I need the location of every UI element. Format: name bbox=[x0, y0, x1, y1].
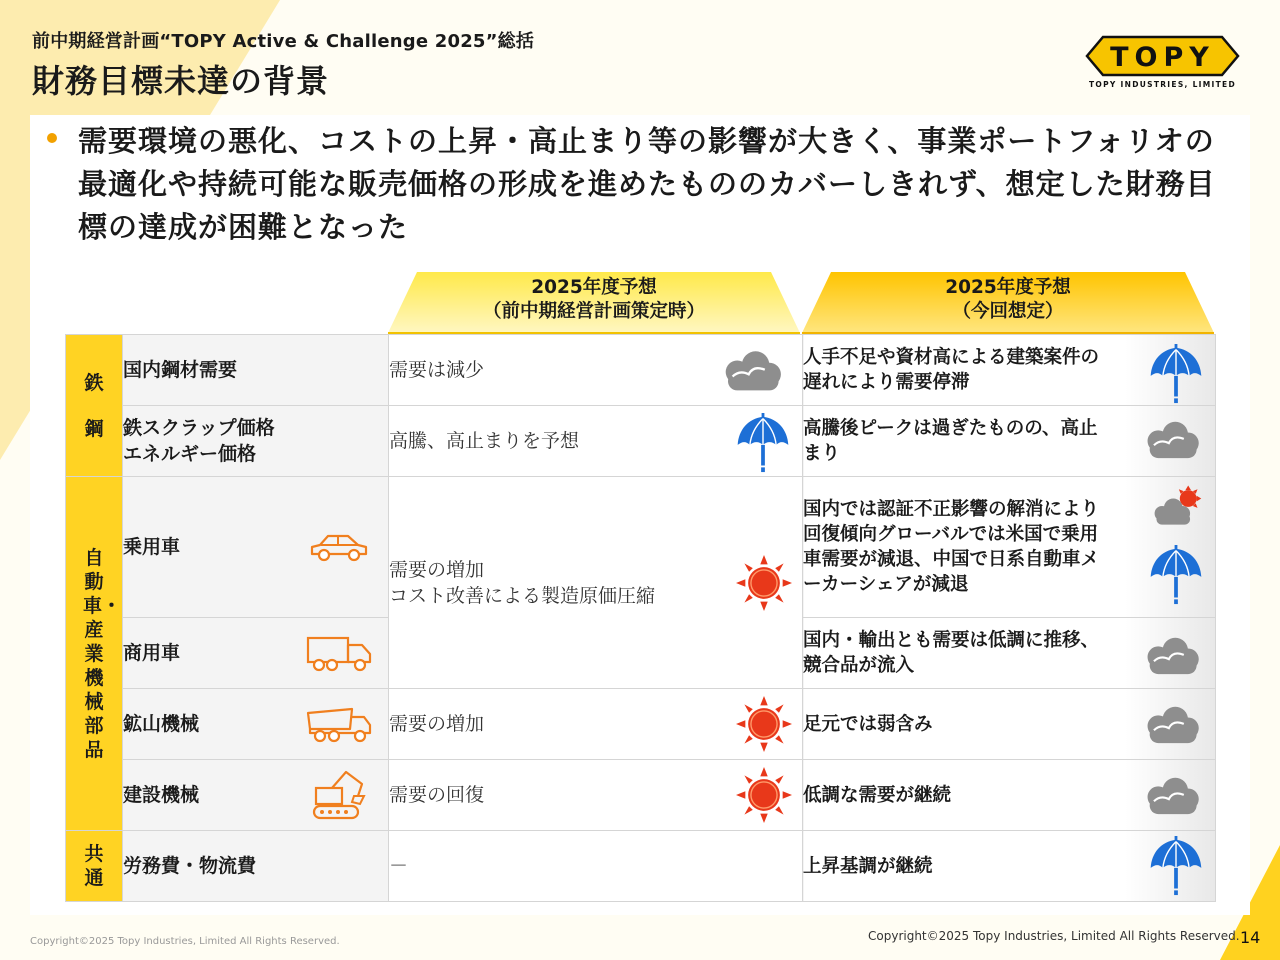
group-auto-industrial: 自動車・産業機械部品 bbox=[66, 477, 123, 831]
cur-cell: 国内では認証不正影響の解消により回復傾向グローバルでは米国で乗用車需要が減退、中国で日系自動車メーカーシェアが減退 bbox=[803, 477, 1216, 618]
column-header-current bbox=[801, 272, 1215, 334]
group-common: 共通 bbox=[66, 831, 123, 902]
prev-cell: 高騰、高止まりを予想 bbox=[389, 406, 803, 477]
page-subtitle: 前中期経営計画“TOPY Active & Challenge 2025”総括 bbox=[32, 31, 535, 52]
cur-cell: 上昇基調が継続 bbox=[803, 831, 1216, 902]
cloud-icon bbox=[1139, 774, 1203, 820]
cloud-icon bbox=[1139, 418, 1203, 464]
col-cur-line1: 2025年度予想 bbox=[945, 277, 1071, 298]
col-prev-line1: 2025年度予想 bbox=[531, 277, 657, 298]
cur-cell: 国内・輸出とも需要は低調に推移、競合品が流入 bbox=[803, 618, 1216, 689]
page-title: 財務目標未達の背景 bbox=[32, 62, 330, 100]
table-row bbox=[66, 760, 1216, 831]
comparison-table bbox=[65, 334, 1216, 902]
item-labor-logistics-cost: 労務費・物流費 bbox=[123, 831, 389, 902]
item-commercial-vehicle: 商用車 bbox=[123, 618, 389, 689]
group-steel: 鉄鋼 bbox=[66, 335, 123, 477]
logo-company-name: TOPY INDUSTRIES, LIMITED bbox=[1089, 80, 1236, 89]
cloud-sun-icon bbox=[1149, 485, 1205, 527]
umbrella-icon bbox=[1147, 344, 1205, 404]
column-header-previous bbox=[387, 272, 801, 334]
item-passenger-car: 乗用車 bbox=[123, 477, 389, 618]
prev-cell: 需要の回復 bbox=[389, 760, 803, 831]
umbrella-icon bbox=[1147, 836, 1205, 896]
table-row bbox=[66, 477, 1216, 618]
item-scrap-energy-price: 鉄スクラップ価格 エネルギー価格 bbox=[123, 406, 389, 477]
prev-cell: 需要は減少 bbox=[389, 335, 803, 406]
table-row bbox=[66, 335, 1216, 406]
table-row bbox=[66, 831, 1216, 902]
prev-cell: 需要の増加 bbox=[389, 689, 803, 760]
lead-text: 需要環境の悪化、コストの上昇・高止まり等の影響が大きく、事業ポートフォリオの最適化や持続可能な販売価格の形成を進めたもののカバーしきれず、想定した財務目標の達成が困難となった bbox=[78, 124, 1216, 244]
excavator-icon bbox=[310, 766, 370, 822]
item-construction-machinery: 建設機械 bbox=[123, 760, 389, 831]
item-domestic-steel-demand: 国内鋼材需要 bbox=[123, 335, 389, 406]
cur-cell: 足元では弱含み bbox=[803, 689, 1216, 760]
cur-cell: 高騰後ピークは過ぎたものの、高止まり bbox=[803, 406, 1216, 477]
footer-copyright: Copyright©2025 Topy Industries, Limited All Rights Reserved. bbox=[868, 929, 1240, 943]
col-cur-line2: （今回想定） bbox=[952, 301, 1064, 322]
sun-icon bbox=[736, 767, 792, 823]
prev-cell-merged: 需要の増加 コスト改善による製造原価圧縮 bbox=[389, 477, 803, 689]
cloud-icon bbox=[1139, 703, 1203, 749]
logo-mark: TOPY bbox=[1110, 42, 1215, 73]
bullet-icon bbox=[47, 133, 57, 143]
car-icon bbox=[308, 530, 370, 564]
table-row bbox=[66, 406, 1216, 477]
umbrella-icon bbox=[734, 413, 792, 473]
prev-cell: － bbox=[389, 831, 803, 902]
cur-cell: 人手不足や資材高による建築案件の遅れにより需要停滞 bbox=[803, 335, 1216, 406]
col-prev-line2: （前中期経営計画策定時） bbox=[482, 301, 705, 322]
truck-icon bbox=[306, 635, 374, 673]
footer-copyright-small: Copyright©2025 Topy Industries, Limited All Rights Reserved. bbox=[30, 936, 340, 947]
cloud-icon bbox=[716, 349, 786, 395]
cur-cell: 低調な需要が継続 bbox=[803, 760, 1216, 831]
dump-truck-icon bbox=[306, 703, 374, 745]
sun-icon bbox=[736, 696, 792, 752]
item-mining-machinery: 鉱山機械 bbox=[123, 689, 389, 760]
table-row bbox=[66, 689, 1216, 760]
page-number: 14 bbox=[1240, 928, 1261, 947]
sun-icon bbox=[736, 555, 792, 611]
cloud-icon bbox=[1139, 634, 1203, 680]
umbrella-icon bbox=[1147, 545, 1205, 605]
